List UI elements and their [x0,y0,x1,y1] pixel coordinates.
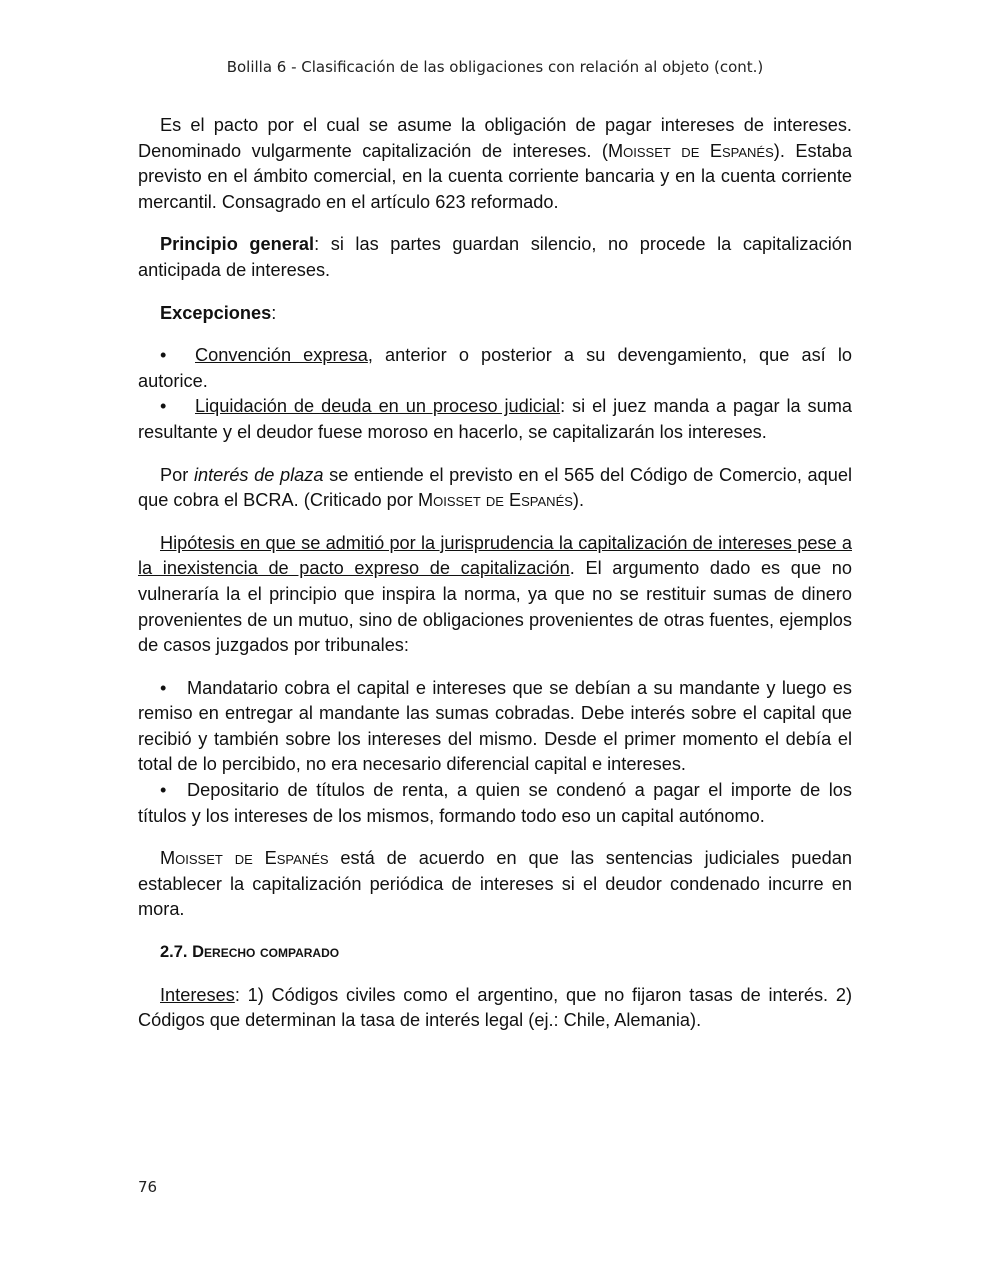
paragraph-hipotesis [138,531,852,659]
section-number: 2.7. [160,943,188,962]
list-item [138,676,852,778]
paragraph-interes-de-plaza [138,463,852,514]
bullet-icon: • [160,677,167,698]
section-heading [138,940,852,966]
paragraph-text: está de acuerdo en que las sentencias judiciales puedan establecer la capitalización periódica de intereses si el deudor condenado incurre en mora. [138,848,852,920]
paragraph-text: : 1) Códigos civiles como el argentino, que no fijaron tasas de interés. 2) Códigos que determinan la tasa de interés legal (ej.: Chile, Alemania). [138,984,852,1031]
bold-term: Excepciones [160,302,272,323]
list-item-text: Mandatario cobra el capital e intereses que se debían a su mandante y luego es remiso en entregar al mandante las sumas cobradas. Debe interés sobre el capital que recibió y también sobre los intereses del mismo. Desde el primer momento el debía el total de lo percibido, no era necesario diferencial capital e intereses. [138,677,852,775]
list-item [138,778,852,829]
list-item [138,394,852,445]
paragraph-excepciones [138,301,852,327]
bullet-icon: • [160,780,167,801]
cases-list [138,676,852,830]
author-name: Moisset de Espanés [607,140,774,161]
list-item-text: : si el juez manda a pagar la suma resultante y el deudor fuese moroso en hacerlo, se capitalizarán los intereses. [138,396,852,442]
paragraph-principio-general [138,232,852,283]
list-item [138,343,852,394]
page-number: 76 [138,1178,158,1196]
italic-term: interés de plaza [193,464,324,485]
body-text [138,113,852,1051]
paragraph-text: Por [160,464,194,485]
section-title: Derecho comparado [192,943,340,962]
paragraph-moisset [138,846,852,923]
bullet-icon: • [160,345,167,366]
author-name: Moisset de Espanés [418,490,573,511]
running-header: Bolilla 6 - Clasificación de las obligaciones con relación al objeto (cont.) [226,58,764,76]
paragraph-text: ). [572,490,585,511]
paragraph-text: se entiende el previsto en el 565 del Código de Comercio, aquel que cobra el BCRA. (Criticado por [138,464,853,511]
bullet-icon: • [160,396,167,417]
paragraph-intereses [138,983,852,1034]
underlined-term: Liquidación de deuda en un proceso judicial [195,396,561,417]
paragraph-text: ). Estaba previsto en el ámbito comercial, en la cuenta corriente bancaria y en la cuenta corriente mercantil. Consagrado en el artículo 623 reformado. [138,140,852,212]
underlined-term: Hipótesis en que se admitió por la jurisprudencia la capitalización de intereses pese a la inexistencia de pacto expreso de capitalización [138,532,852,579]
bold-term: Principio general [160,234,315,255]
paragraph-anatocismo [138,113,852,215]
paragraph-text: : si las partes guardan silencio, no procede la capitalización anticipada de intereses. [138,234,853,280]
underlined-term: Intereses [160,984,235,1005]
exceptions-list [138,343,852,445]
list-item-text: Depositario de títulos de renta, a quien se condenó a pagar el importe de los títulos y los intereses de los mismos, formando todo eso un capital autónomo. [138,780,852,826]
underlined-term: Convención expresa [195,345,368,366]
paragraph-text: . El argumento dado es que no vulneraría la el principio que inspira la norma, ya que no se restituir sumas de dinero provenientes de un mutuo, sino de obligaciones provenientes de otras fuentes, ejemplos de casos juzgados por tribunales: [138,558,852,656]
author-name: Moisset de Espanés [160,848,329,869]
paragraph-text: Es el pacto por el cual se asume la obligación de pagar intereses de intereses. Denominado vulgarmente capitalización de intereses. ( [138,115,852,161]
list-item-text: , anterior o posterior a su devengamiento, que así lo autorice. [138,345,852,391]
paragraph-text: : [271,302,277,323]
